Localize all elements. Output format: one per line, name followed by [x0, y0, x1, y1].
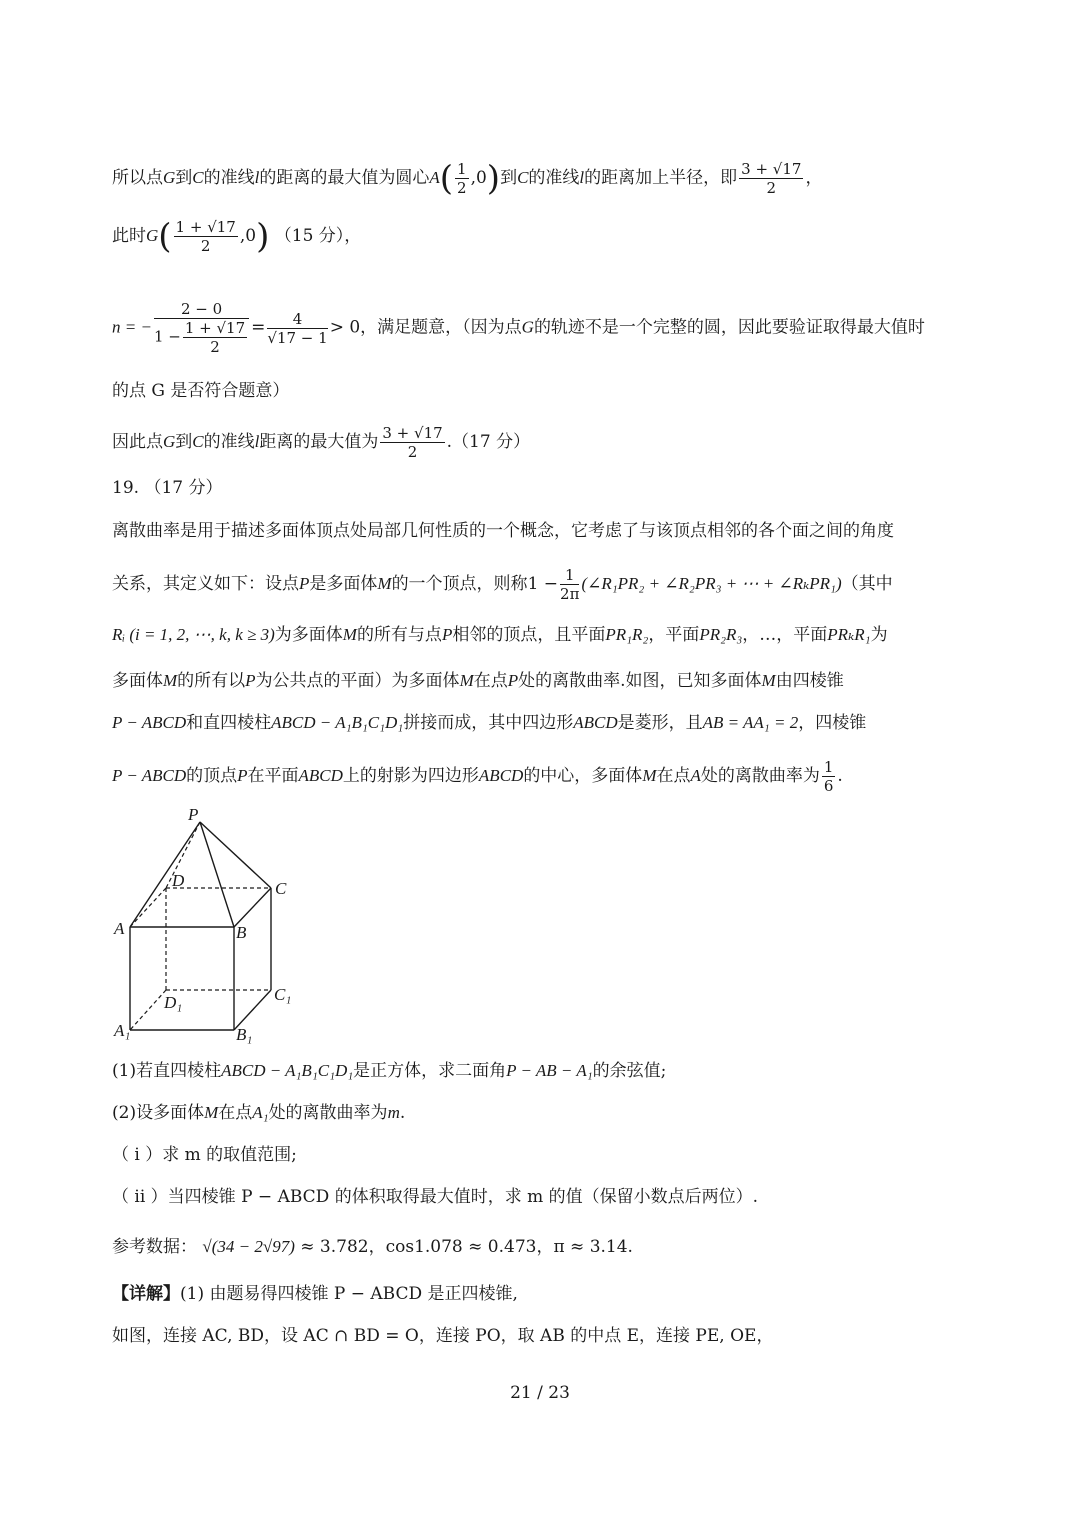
- text-line-5: 因此点G到C的准线l距离的最大值为 $\frac{3 + √17}{2}$ .（17 分）: [112, 424, 531, 461]
- label-P: P: [188, 805, 199, 824]
- text-line-2: 此时G( $\frac{1 + √17}{2}$ ,0) （15 分），: [112, 216, 362, 257]
- question-2: (2)设多面体M在点A₁处的离散曲率为m.: [112, 1103, 406, 1123]
- label-D: D: [172, 871, 185, 890]
- fraction-half: $\frac{1}{2}$: [457, 160, 467, 197]
- text-line-3: n = − 2 − 0 1 − $\frac{1 + √17}{2}$ = $\frac{4}{√17 - 1}$ > 0，满足题意，（因为点G的轨迹不是一个完整的圆，因此要验证取得最大值时: [112, 300, 925, 356]
- fraction-curvature: $\frac{1}{2\pi}$: [560, 566, 580, 603]
- text-line-10: 多面体M的所有以P为公共点的平面）为多面体M在点P处的离散曲率.如图，已知多面体M由四棱锥: [112, 671, 844, 691]
- label-C1: C₁: [274, 985, 292, 1004]
- text-line-12: P − ABCD的顶点P在平面ABCD上的射影为四边形ABCD的中心，多面体M在点A处的离散曲率为 $\frac{1}{6}$ .: [112, 758, 843, 795]
- label-A: A: [114, 919, 125, 938]
- solution-line-1: 【详解】(1) 由题易得四棱锥 P − ABCD 是正四棱锥,: [112, 1284, 518, 1304]
- fraction-max-distance: $\frac{3 + √17}{2}$: [741, 160, 802, 197]
- question-1: (1)若直四棱柱ABCD − A₁B₁C₁D₁是正方体，求二面角P − AB − A₁的余弦值;: [112, 1061, 667, 1081]
- label-D1: D₁: [164, 993, 183, 1012]
- fraction-answer: $\frac{3 + √17}{2}$: [382, 424, 443, 461]
- fraction-n: 2 − 0 1 − $\frac{1 + √17}{2}$: [154, 300, 249, 356]
- solution-line-2: 如图，连接 AC, BD，设 AC ∩ BD = O，连接 PO，取 AB 的中点 E，连接 PE, OE，: [112, 1326, 774, 1346]
- label-B: B: [236, 923, 247, 942]
- text-line-7: 离散曲率是用于描述多面体顶点处局部几何性质的一个概念，它考虑了与该顶点相邻的各个面之间的角度: [112, 521, 894, 541]
- fraction-g-coord: $\frac{1 + √17}{2}$: [175, 218, 236, 255]
- text-line-4: 的点 G 是否符合题意）: [112, 381, 290, 401]
- fraction-n2: $\frac{4}{√17 - 1}$: [267, 309, 328, 347]
- label-B1: B₁: [236, 1025, 253, 1044]
- text-line-1: 所以点G到C的准线l的距离的最大值为圆心A( $\frac{1}{2}$ ,0)到C的准线l的距离加上半径，即 $\frac{3 + √17}{2}$ ，: [112, 158, 823, 199]
- polyhedron-figure: [108, 800, 308, 1050]
- fraction-one-sixth: $\frac{1}{6}$: [823, 758, 834, 795]
- problem-number: 19. （17 分）: [112, 478, 223, 498]
- label-A1: A₁: [114, 1021, 131, 1040]
- text-line-8: 关系，其定义如下：设点P是多面体M的一个顶点，则称1 − $\frac{1}{2\pi}$ (∠R₁PR₂ + ∠R₂PR₃ + ⋯ + ∠RₖPR₁)（其中: [112, 566, 893, 603]
- text-line-9: Rᵢ (i = 1, 2, ⋯, k, k ≥ 3)为多面体M的所有与点P相邻的顶点，且平面PR₁R₂，平面PR₂R₃，…，平面PRₖR₁为: [112, 625, 888, 645]
- question-2-ii: （ ii ）当四棱锥 P − ABCD 的体积取得最大值时，求 m 的值（保留小数点后两位）.: [112, 1187, 759, 1207]
- reference-data: 参考数据： √(34 − 2√97) ≈ 3.782，cos1.078 ≈ 0.473，π ≈ 3.14.: [112, 1237, 633, 1257]
- text-line-11: P − ABCD和直四棱柱ABCD − A₁B₁C₁D₁拼接而成，其中四边形ABCD是菱形，且AB = AA₁ = 2，四棱锥: [112, 713, 867, 733]
- page-number: 21 / 23: [510, 1383, 570, 1403]
- label-C: C: [275, 879, 287, 898]
- question-2-i: （ i ）求 m 的取值范围;: [112, 1145, 297, 1165]
